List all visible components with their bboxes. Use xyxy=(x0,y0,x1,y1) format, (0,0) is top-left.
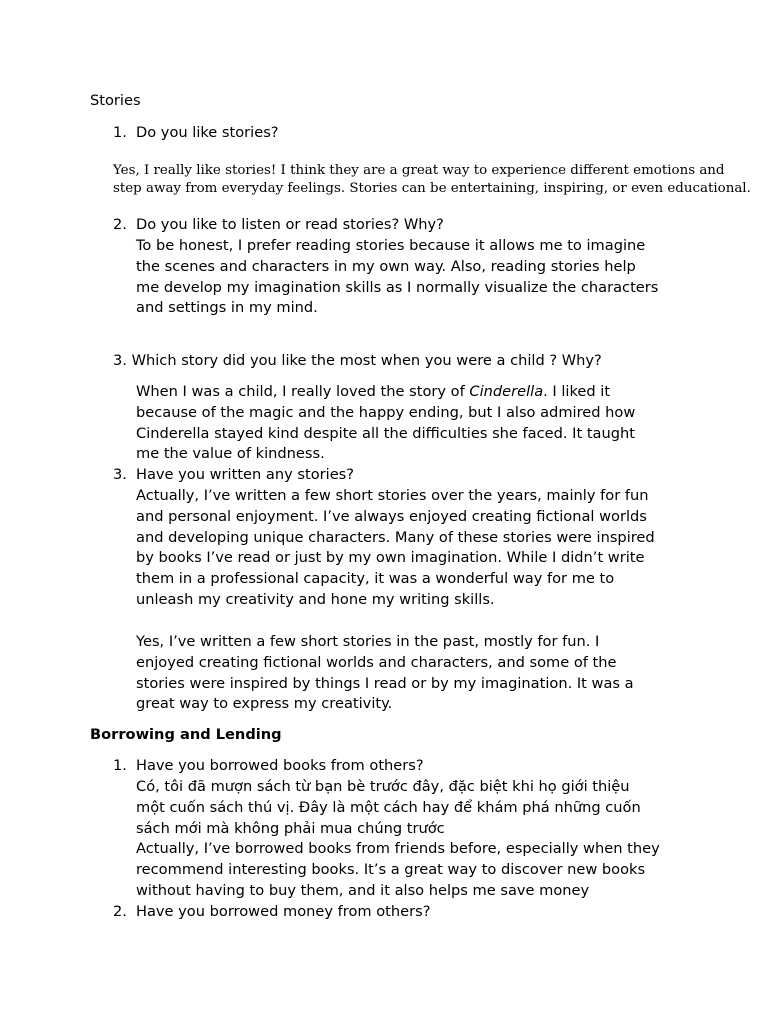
question-text: Do you like stories? xyxy=(136,124,279,141)
answer-line: without having to buy them, and it also helps me save money xyxy=(136,881,590,899)
answer-line: To be honest, I prefer reading stories because it allows me to imagine xyxy=(136,237,646,254)
question-text: Have you written any stories? xyxy=(136,466,355,483)
answer-line: me develop my imagination skills as I normally visualize the characters xyxy=(136,278,659,296)
section-title-borrowing: Borrowing and Lending xyxy=(90,726,282,743)
question-text: Do you like to listen or read stories? Why? xyxy=(136,216,444,233)
answer-line: them in a professional capacity, it was a wonderful way for me to xyxy=(136,570,615,588)
list-number: 1. xyxy=(113,124,127,141)
list-number: 1. xyxy=(113,757,127,774)
answer-line: enjoyed creating fictional worlds and characters, and some of the xyxy=(136,653,617,671)
answer-line: because of the magic and the happy ending, but I also admired how xyxy=(136,403,636,421)
answer-line: by books I’ve read or just by my own imagination. While I didn’t write xyxy=(136,549,645,567)
answer-4 xyxy=(136,486,655,611)
list-number: 2. xyxy=(113,903,127,920)
list-number: 2. xyxy=(113,216,127,233)
answer-line: me the value of kindness. xyxy=(136,445,325,463)
answer-line: great way to express my creativity. xyxy=(136,695,393,713)
answer-line: Actually, I’ve written a few short stories over the years, mainly for fun xyxy=(136,487,649,504)
answer-text: . I liked it xyxy=(543,383,611,400)
list-number: 3. xyxy=(113,466,127,483)
answer-4-alt xyxy=(136,632,634,715)
answer-line: một cuốn sách thú vị. Đây là một cách hay để khám phá những cuốn xyxy=(136,798,641,816)
answer-line xyxy=(136,382,635,403)
answer-text: When I was a child, I really loved the story of xyxy=(136,383,470,400)
question-text: Have you borrowed money from others? xyxy=(136,903,431,920)
answer-line: stories were inspired by things I read or by my imagination. It was a xyxy=(136,674,634,692)
answer-line: step away from everyday feelings. Stories can be entertaining, inspiring, or even educational. xyxy=(113,181,751,197)
question-3: 3. Which story did you like the most when you were a child ? Why? xyxy=(113,352,602,369)
answer-3 xyxy=(136,382,635,465)
answer-line: the scenes and characters in my own way. Also, reading stories help xyxy=(136,257,636,275)
answer-line: Có, tôi đã mượn sách từ bạn bè trước đây, đặc biệt khi họ giới thiệu xyxy=(136,778,630,795)
answer-line: sách mới mà không phải mua chúng trước xyxy=(136,819,445,837)
story-title-italic: Cinderella xyxy=(469,383,544,400)
answer-line: Actually, I’ve borrowed books from friends before, especially when they xyxy=(136,840,660,858)
answer-line: Cinderella stayed kind despite all the difficulties she faced. It taught xyxy=(136,424,635,442)
answer-line: and personal enjoyment. I’ve always enjoyed creating fictional worlds xyxy=(136,507,647,525)
answer-line: and developing unique characters. Many of these stories were inspired xyxy=(136,528,655,546)
answer-line: recommend interesting books. It’s a great way to discover new books xyxy=(136,861,646,879)
answer-line: Yes, I really like stories! I think they are a great way to experience different emotions and xyxy=(113,163,725,178)
question-text: Have you borrowed books from others? xyxy=(136,757,424,774)
answer-2 xyxy=(136,236,658,319)
answer-line: and settings in my mind. xyxy=(136,299,318,317)
section-title-stories: Stories xyxy=(90,92,141,109)
answer-1 xyxy=(113,162,751,199)
borrowing-answer-1 xyxy=(136,777,660,902)
answer-line: Yes, I’ve written a few short stories in the past, mostly for fun. I xyxy=(136,633,600,650)
answer-line: unleash my creativity and hone my writing skills. xyxy=(136,590,495,608)
